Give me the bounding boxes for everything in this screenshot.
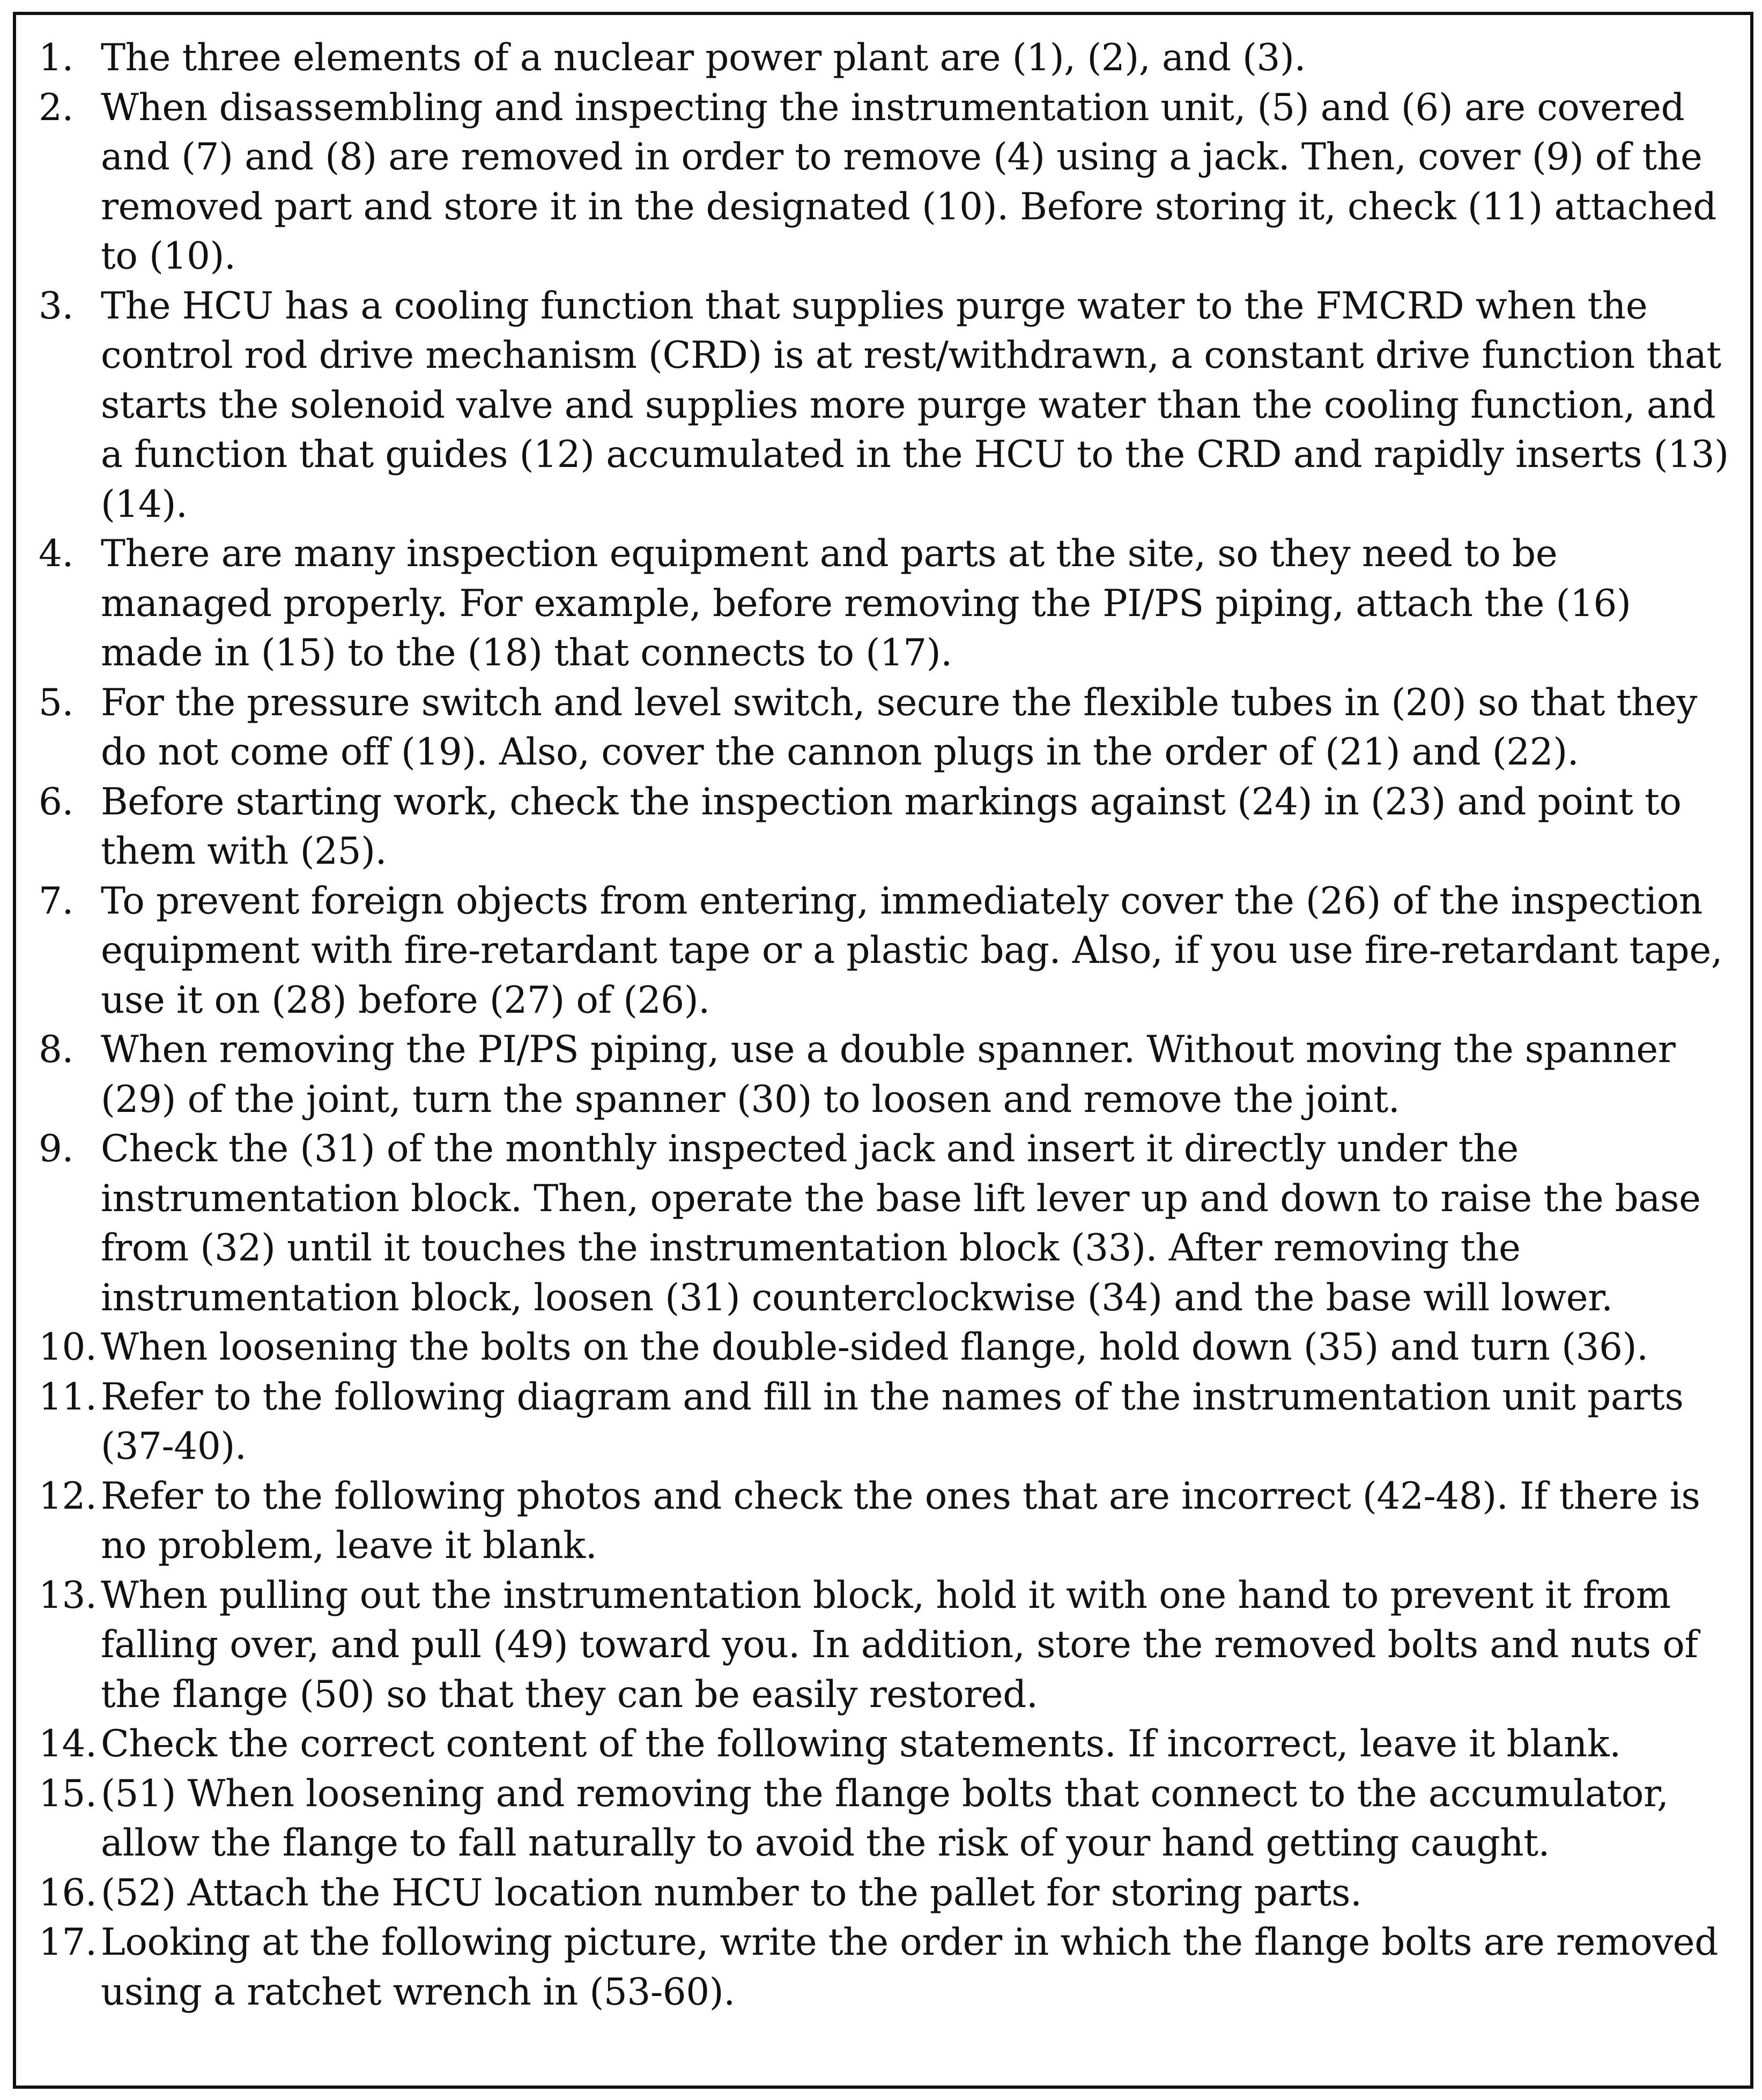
- question-text: Check the correct content of the following statements. If incorrect, leave it blank.: [101, 1723, 1621, 1765]
- question-item: [16, 1769, 1744, 1868]
- question-item: [16, 1719, 1744, 1769]
- question-item: [16, 777, 1744, 877]
- question-item: [16, 281, 1744, 530]
- question-number: 12.: [39, 1474, 97, 1518]
- question-text: When loosening the bolts on the double-sided flange, hold down (35) and turn (36).: [101, 1326, 1648, 1369]
- question-item: [16, 529, 1744, 678]
- question-item: [16, 1323, 1744, 1372]
- question-text: Check the (31) of the monthly inspected jack and insert it directly under the instrumentation block. Then, operate the base lift lever up and down to raise the base from (32) until it touches the instrumentation block (33). After removing the instrumentation block, loosen (31) counterclockwise (34) and the base will lower.: [101, 1127, 1701, 1319]
- question-number: 6.: [39, 780, 74, 823]
- question-text: Before starting work, check the inspection markings against (24) in (23) and point to them with (25).: [101, 780, 1682, 873]
- question-number: 13.: [39, 1574, 97, 1617]
- question-text: When removing the PI/PS piping, use a double spanner. Without moving the spanner (29) of the joint, turn the spanner (30) to loosen and remove the joint.: [101, 1028, 1676, 1121]
- question-text: Refer to the following diagram and fill in the names of the instrumentation unit parts (37-40).: [101, 1375, 1684, 1468]
- question-text: The HCU has a cooling function that supplies purge water to the FMCRD when the control rod drive mechanism (CRD) is at rest/withdrawn, a constant drive function that starts the solenoid valve and supplies more purge water than the cooling function, and a function that guides (12) accumulated in the HCU to the CRD and rapidly inserts (13) (14).: [101, 284, 1729, 526]
- question-item: [16, 1372, 1744, 1472]
- question-number: 9.: [39, 1127, 74, 1170]
- question-item: [16, 1918, 1744, 2017]
- question-text: To prevent foreign objects from entering, immediately cover the (26) of the inspection equipment with fire-retardant tape or a plastic bag. Also, if you use fire-retardant tape, use it on (28) before (27) of (26).: [101, 879, 1723, 1022]
- question-number: 10.: [39, 1326, 97, 1369]
- question-item: [16, 877, 1744, 1026]
- question-number: 4.: [39, 532, 74, 575]
- question-text: (52) Attach the HCU location number to the pallet for storing parts.: [101, 1871, 1362, 1915]
- question-text: Looking at the following picture, write the order in which the flange bolts are removed using a ratchet wrench in (53-60).: [101, 1921, 1718, 2014]
- question-number: 3.: [39, 284, 74, 328]
- question-item: [16, 1124, 1744, 1323]
- question-number: 15.: [39, 1772, 97, 1815]
- question-item: [16, 1868, 1744, 1918]
- question-text: The three elements of a nuclear power plant are (1), (2), and (3).: [101, 36, 1306, 79]
- question-number: 16.: [39, 1871, 97, 1915]
- question-text: When pulling out the instrumentation block, hold it with one hand to prevent it from falling over, and pull (49) toward you. In addition, store the removed bolts and nuts of the flange (50) so that they can be easily restored.: [101, 1574, 1698, 1716]
- question-number: 11.: [39, 1375, 97, 1419]
- question-number: 1.: [39, 36, 74, 79]
- question-text: For the pressure switch and level switch, secure the flexible tubes in (20) so that they do not come off (19). Also, cover the cannon plugs in the order of (21) and (22).: [101, 681, 1697, 774]
- question-text: (51) When loosening and removing the flange bolts that connect to the accumulator, allow the flange to fall naturally to avoid the risk of your hand getting caught.: [101, 1772, 1669, 1865]
- question-text: There are many inspection equipment and parts at the site, so they need to be managed properly. For example, before removing the PI/PS piping, attach the (16) made in (15) to the (18) that connects to (17).: [101, 532, 1631, 674]
- question-list: [16, 33, 1744, 2017]
- question-sheet-frame: [13, 12, 1753, 2089]
- question-number: 17.: [39, 1921, 97, 1964]
- question-number: 14.: [39, 1723, 97, 1765]
- question-item: [16, 1472, 1744, 1571]
- question-item: [16, 678, 1744, 777]
- question-number: 5.: [39, 681, 74, 724]
- question-item: [16, 33, 1744, 83]
- question-number: 2.: [39, 86, 74, 129]
- question-number: 7.: [39, 879, 74, 923]
- question-item: [16, 1571, 1744, 1720]
- question-number: 8.: [39, 1028, 74, 1071]
- question-item: [16, 83, 1744, 281]
- question-text: Refer to the following photos and check the ones that are incorrect (42-48). If there is no problem, leave it blank.: [101, 1474, 1700, 1567]
- question-item: [16, 1025, 1744, 1124]
- question-text: When disassembling and inspecting the instrumentation unit, (5) and (6) are covered and (7) and (8) are removed in order to remove (4) using a jack. Then, cover (9) of the removed part and store it in the designated (10). Before storing it, check (11) attached to (10).: [101, 86, 1717, 278]
